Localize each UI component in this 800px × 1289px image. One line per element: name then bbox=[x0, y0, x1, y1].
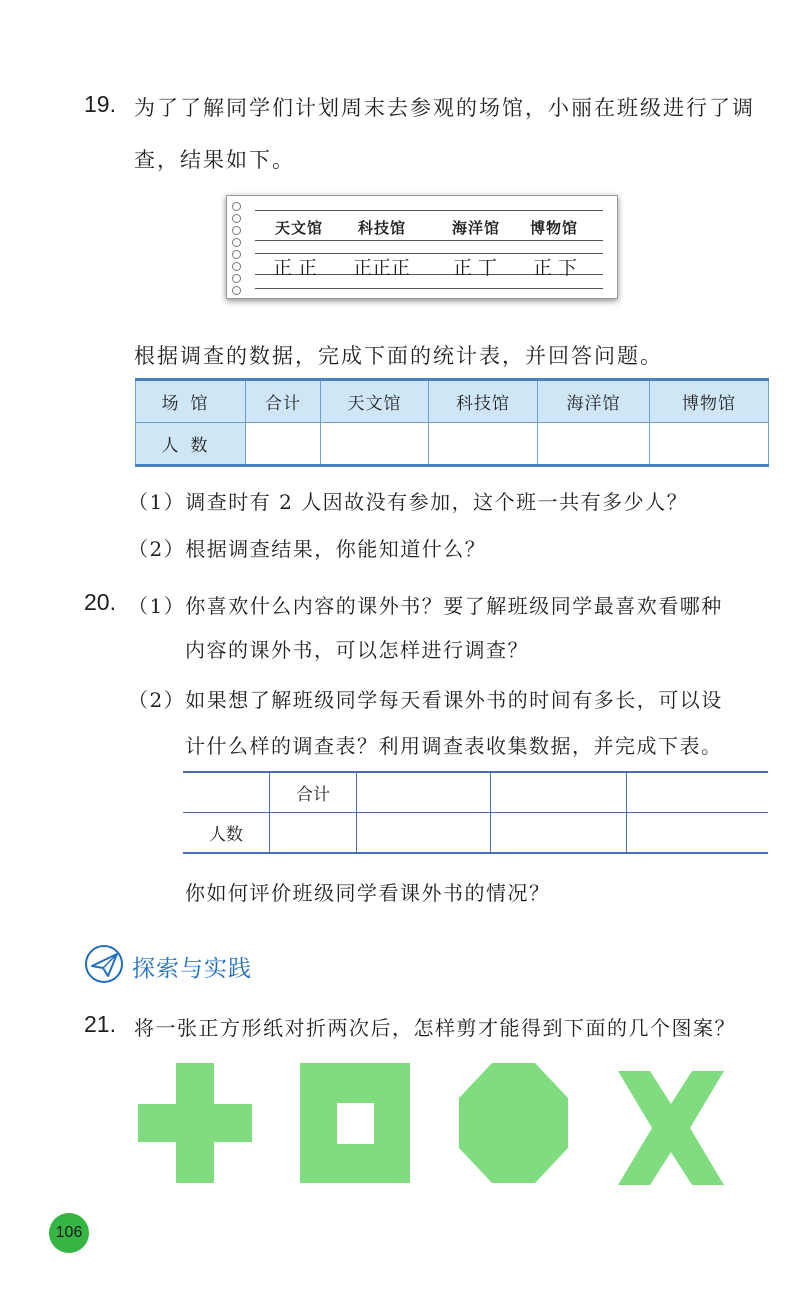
table2-corner bbox=[183, 772, 270, 813]
q20-sub1-line2: 内容的课外书，可以怎样进行调查？ bbox=[185, 638, 529, 662]
table-header-total: 合计 bbox=[246, 380, 321, 423]
q19-text-line1: 为了了解同学们计划周末去参观的场馆，小丽在班级进行了调 bbox=[134, 96, 755, 120]
square-frame-shape bbox=[300, 1063, 410, 1183]
table-header-science: 科技馆 bbox=[429, 380, 538, 423]
q20-question: 你如何评价班级同学看课外书的情况？ bbox=[185, 881, 551, 905]
notepad-tally-ocean: 正 丅 bbox=[453, 257, 498, 279]
table-header-venue: 场馆 bbox=[136, 380, 246, 423]
q20-number: 20. bbox=[84, 589, 116, 615]
table-row-label-people: 人数 bbox=[136, 423, 246, 466]
section-title: 探索与实践 bbox=[132, 956, 252, 982]
table2-header-blank3[interactable] bbox=[627, 772, 769, 813]
table2-cell-3[interactable] bbox=[627, 813, 769, 854]
table2-row-label-people: 人数 bbox=[183, 813, 270, 854]
notepad-tally-science: 正正正 bbox=[353, 257, 411, 279]
q20-sub1-line1: （1）你喜欢什么内容的课外书？要了解班级同学最喜欢看哪种 bbox=[128, 594, 723, 618]
table-header-astronomy: 天文馆 bbox=[321, 380, 429, 423]
table2-header-blank1[interactable] bbox=[357, 772, 491, 813]
table2-cell-2[interactable] bbox=[491, 813, 627, 854]
plus-shape bbox=[138, 1063, 252, 1183]
q19-number: 19. bbox=[84, 91, 116, 117]
table-cell-total[interactable] bbox=[246, 423, 321, 466]
table2-cell-total[interactable] bbox=[270, 813, 357, 854]
table2-header-blank2[interactable] bbox=[491, 772, 627, 813]
notepad-header-museum: 博物馆 bbox=[530, 219, 579, 237]
q19-sub1: （1）调查时有 2 人因故没有参加，这个班一共有多少人？ bbox=[128, 490, 689, 514]
venue-stats-table bbox=[135, 378, 769, 467]
table-cell-astronomy[interactable] bbox=[321, 423, 429, 466]
q20-sub2-line1: （2）如果想了解班级同学每天看课外书的时间有多长，可以设 bbox=[128, 688, 723, 712]
notepad-header-astronomy: 天文馆 bbox=[275, 219, 324, 237]
q20-sub2-line2: 计什么样的调查表？利用调查表收集数据，并完成下表。 bbox=[185, 734, 723, 758]
q19-instruction: 根据调查的数据，完成下面的统计表，并回答问题。 bbox=[134, 344, 663, 368]
notepad-header-science: 科技馆 bbox=[358, 219, 407, 237]
table2-header-total: 合计 bbox=[270, 772, 357, 813]
paper-plane-icon bbox=[84, 944, 124, 984]
octagon-shape bbox=[459, 1063, 568, 1183]
table-cell-museum[interactable] bbox=[650, 423, 769, 466]
notepad-header-ocean: 海洋馆 bbox=[452, 219, 501, 237]
table-cell-ocean[interactable] bbox=[538, 423, 650, 466]
table-header-museum: 博物馆 bbox=[650, 380, 769, 423]
q19-sub2: （2）根据调查结果，你能知道什么？ bbox=[128, 537, 487, 561]
page-number: 106 bbox=[49, 1213, 89, 1253]
tally-notepad bbox=[226, 195, 618, 299]
notepad-tally-astronomy: 正 正 bbox=[273, 257, 318, 279]
q19-text-line2: 查，结果如下。 bbox=[134, 148, 295, 172]
x-shape bbox=[618, 1071, 724, 1185]
table-cell-science[interactable] bbox=[429, 423, 538, 466]
table2-cell-1[interactable] bbox=[357, 813, 491, 854]
reading-time-table bbox=[183, 771, 768, 854]
q21-text: 将一张正方形纸对折两次后，怎样剪才能得到下面的几个图案？ bbox=[134, 1016, 736, 1040]
notepad-tally-museum: 正 下 bbox=[533, 257, 578, 279]
q21-number: 21. bbox=[84, 1011, 116, 1037]
table-header-ocean: 海洋馆 bbox=[538, 380, 650, 423]
